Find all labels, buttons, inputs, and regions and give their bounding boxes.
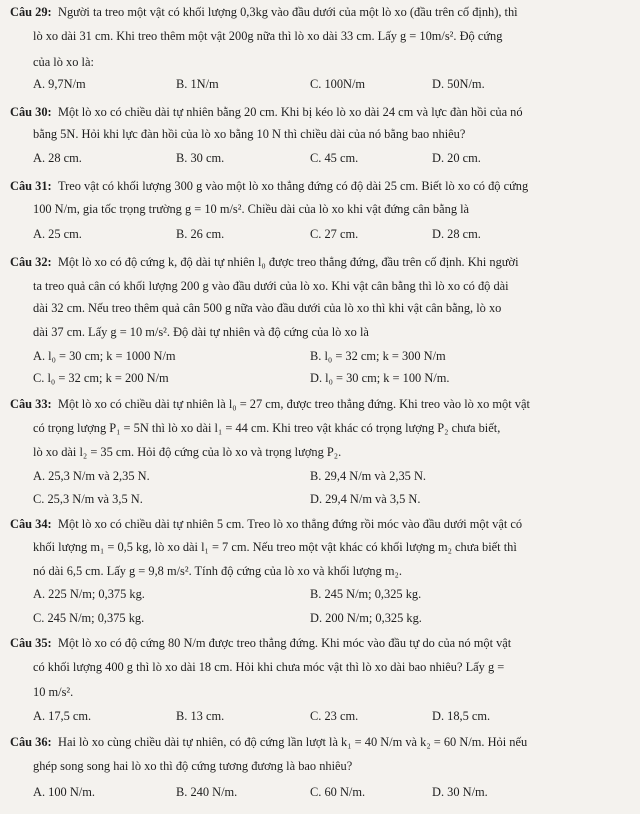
option-d: D. 28 cm. (432, 227, 481, 241)
question-text: Treo vật có khối lượng 300 g vào một lò xo thẳng đứng có độ dài 25 cm. Biết lò xo có độ cứng (58, 179, 529, 193)
question-text: ta treo quả cân có khối lượng 200 g vào đầu dưới của lò xo. Khi vật cân bằng thì lò xo có độ dài (33, 279, 509, 293)
option-a: A. 25 cm. (33, 227, 82, 241)
option-c: C. 27 cm. (310, 227, 359, 241)
question-text: lò xo dài 31 cm. Khi treo thêm một vật 200g nữa thì lò xo dài 33 cm. Lấy g = 10m/s². Độ cứng (33, 29, 503, 43)
question-text: Một lò xo có chiều dài tự nhiên là l₀ = 27 cm, được treo thẳng đứng. Khi treo vào lò xo một vật (58, 397, 530, 411)
question-text: Một lò xo có chiều dài tự nhiên 5 cm. Treo lò xo thẳng đứng rồi móc vào đầu dưới một vật có (58, 517, 523, 531)
question-text: Người ta treo một vật có khối lượng 0,3kg vào đầu dưới của một lò xo (đầu trên cố định), thì (58, 5, 518, 19)
option-a: A. 25,3 N/m và 2,35 N. (33, 469, 150, 483)
option-d: D. 200 N/m; 0,325 kg. (310, 611, 422, 625)
option-a: A. 28 cm. (33, 151, 82, 165)
option-d: D. 20 cm. (432, 151, 481, 165)
question-number: Câu 35: (10, 636, 52, 650)
option-d: D. 29,4 N/m và 3,5 N. (310, 492, 421, 506)
option-a: A. 9,7N/m (33, 77, 86, 91)
question-text: 100 N/m, gia tốc trọng trường g = 10 m/s². Chiều dài của lò xo khi vật đứng cân bằng là (33, 202, 470, 216)
option-d: D. 50N/m. (432, 77, 485, 91)
question-number: Câu 33: (10, 397, 52, 411)
question-text: có trọng lượng P₁ = 5N thì lò xo dài l₁ = 44 cm. Khi treo vật khác có trọng lượng P₂ chưa biết, (33, 421, 501, 435)
question-text: Một lò xo có độ cứng 80 N/m được treo thẳng đứng. Khi móc vào đầu tự do của nó một vật (58, 636, 512, 650)
option-b: B. 1N/m (176, 77, 219, 91)
option-b: B. 13 cm. (176, 709, 225, 723)
option-c: C. 245 N/m; 0,375 kg. (33, 611, 145, 625)
question-number: Câu 30: (10, 105, 52, 119)
option-d: D. l₀ = 30 cm; k = 100 N/m. (310, 371, 450, 385)
option-c: C. 60 N/m. (310, 785, 366, 799)
question-text: có khối lượng 400 g thì lò xo dài 18 cm. Hỏi khi chưa móc vật thì lò xo dài bao nhiêu? Lấy g = (33, 660, 505, 674)
question-text: dài 37 cm. Lấy g = 10 m/s². Độ dài tự nhiên và độ cứng của lò xo là (33, 325, 369, 339)
question-text: khối lượng m₁ = 0,5 kg, lò xo dài l₁ = 7 cm. Nếu treo một vật khác có khối lượng m₂ chưa biết thì (33, 540, 517, 554)
question-text: ghép song song hai lò xo thì độ cứng tương đương là bao nhiêu? (33, 759, 353, 773)
option-b: B. 245 N/m; 0,325 kg. (310, 587, 422, 601)
option-b: B. 26 cm. (176, 227, 225, 241)
question-number: Câu 32: (10, 255, 52, 269)
question-text: Hai lò xo cùng chiều dài tự nhiên, có độ cứng lần lượt là k₁ = 40 N/m và k₂ = 60 N/m. Hỏi nếu (58, 735, 528, 749)
question-text: lò xo dài l₂ = 35 cm. Hỏi độ cứng của lò xo và trọng lượng P₂. (33, 445, 342, 459)
option-d: D. 30 N/m. (432, 785, 488, 799)
question-number: Câu 34: (10, 517, 52, 531)
question-number: Câu 29: (10, 5, 52, 19)
question-text: Một lò xo có chiều dài tự nhiên bằng 20 cm. Khi bị kéo lò xo dài 24 cm và lực đàn hồi của nó (58, 105, 523, 119)
question-text: của lò xo là: (33, 55, 94, 69)
option-b: B. 30 cm. (176, 151, 225, 165)
option-b: B. 240 N/m. (176, 785, 238, 799)
option-c: C. 25,3 N/m và 3,5 N. (33, 492, 143, 506)
option-c: C. l₀ = 32 cm; k = 200 N/m (33, 371, 169, 385)
question-text: bằng 5N. Hỏi khi lực đàn hồi của lò xo bằng 10 N thì chiều dài của nó bằng bao nhiêu? (33, 127, 466, 141)
option-d: D. 18,5 cm. (432, 709, 491, 723)
question-text: 10 m/s². (33, 685, 74, 699)
option-c: C. 23 cm. (310, 709, 359, 723)
question-text: dài 32 cm. Nếu treo thêm quả cân 500 g nữa vào đầu dưới của lò xo thì khi vật cân bằng, lò xo (33, 301, 502, 315)
option-a: A. 17,5 cm. (33, 709, 92, 723)
question-number: Câu 36: (10, 735, 52, 749)
option-b: B. 29,4 N/m và 2,35 N. (310, 469, 426, 483)
option-c: C. 100N/m (310, 77, 366, 91)
option-c: C. 45 cm. (310, 151, 359, 165)
question-number: Câu 31: (10, 179, 52, 193)
question-text: nó dài 6,5 cm. Lấy g = 9,8 m/s². Tính độ cứng của lò xo và khối lượng m₂. (33, 564, 402, 578)
option-a: A. 100 N/m. (33, 785, 95, 799)
option-a: A. l₀ = 30 cm; k = 1000 N/m (33, 349, 176, 363)
option-b: B. l₀ = 32 cm; k = 300 N/m (310, 349, 446, 363)
question-text: Một lò xo có độ cứng k, độ dài tự nhiên l₀ được treo thẳng đứng, đầu trên cố định. Khi người (58, 255, 519, 269)
option-a: A. 225 N/m; 0,375 kg. (33, 587, 145, 601)
